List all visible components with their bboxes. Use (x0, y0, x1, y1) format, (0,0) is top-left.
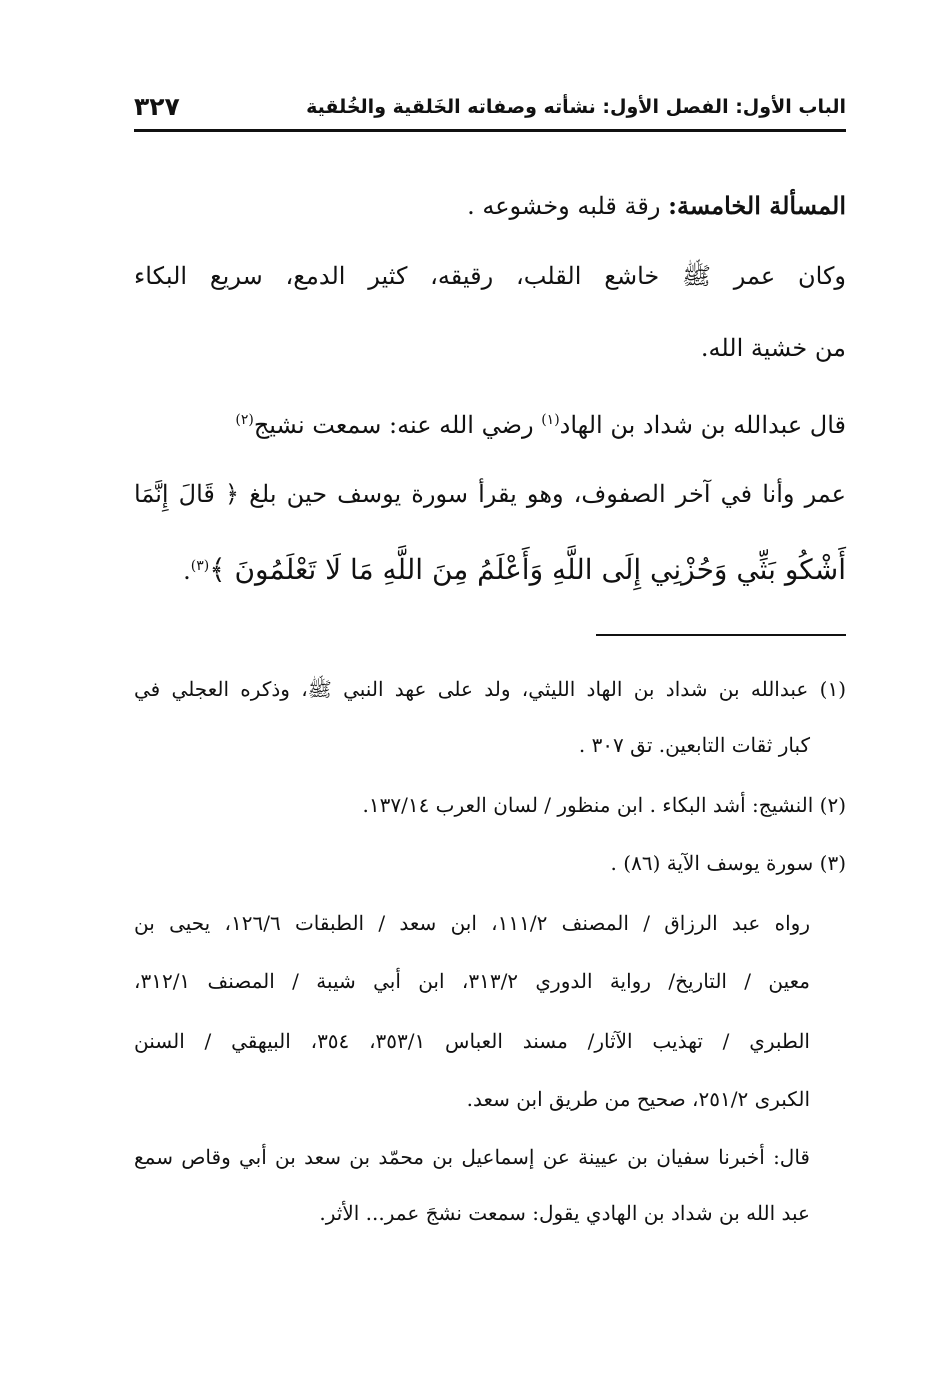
source-line-3: الطبري / تهذيب الآثار/ مسند العباس ٣٥٣/١، ٣٥٤، البيهقي / السنن (134, 1029, 810, 1053)
section-heading (467, 186, 846, 226)
chain-line-2: عبد الله بن شداد بن الهادي يقول: سمعت نشجَ عمر... الأثر. (319, 1201, 810, 1225)
source-line-4: الكبرى ٢٥١/٢، صحيح من طريق ابن سعد. (466, 1087, 810, 1111)
page-number: ٣٢٧ (134, 92, 180, 121)
paragraph-2-text-b: رضي الله عنه: سمعت نشيج (253, 411, 534, 439)
page-header (134, 92, 846, 132)
section-title: المسألة الخامسة: (668, 191, 846, 220)
source-line-1: رواه عبد الرزاق / المصنف ١١١/٢، ابن سعد / الطبقات ١٢٦/٦، يحيى بن (134, 911, 810, 935)
footnote-separator (596, 634, 846, 636)
footnote-1-line-2: كبار ثقات التابعين. تق ٣٠٧ . (578, 733, 810, 757)
footnote-2: (٢) النشيج: أشد البكاء . ابن منظور / لسان العرب ١٣٧/١٤. (362, 793, 846, 817)
paragraph-1-line-1: وكان عمر ﷺ خاشع القلب، رقيقه، كثير الدمع، سريع البكاء (134, 262, 846, 290)
footnote-ref-1: (١) (541, 412, 560, 428)
paragraph-1-line-2: من خشية الله. (700, 334, 846, 362)
footnote-ref-3: (٣) (190, 558, 210, 574)
footnote-1-line-1: (١) عبدالله بن شداد بن الهاد الليثي، ولد على عهد النبي ﷺ، وذكره العجلي في (134, 677, 846, 701)
paragraph-2-line-1 (235, 400, 846, 445)
verse-end-period: . (183, 557, 191, 585)
paragraph-2-line-2: عمر وأنا في آخر الصفوف، وهو يقرأ سورة يوسف حين بلغ ﴿ قَالَ إِنَّمَا (134, 480, 847, 508)
section-subtitle: رقة قلبه وخشوعه . (467, 192, 661, 220)
footnote-3: (٣) سورة يوسف الآية (٨٦) . (610, 851, 846, 875)
paragraph-2-line-3 (183, 546, 846, 591)
paragraph-2-text-a: قال عبدالله بن شداد بن الهاد (559, 411, 846, 439)
footnote-ref-2: (٢) (235, 412, 254, 428)
quran-verse: أَشْكُو بَثِّي وَحُزْنِي إِلَى اللَّهِ وَأَعْلَمُ مِنَ اللَّهِ مَا لَا تَعْلَمُونَ ﴾ (209, 553, 846, 586)
chain-line-1: قال: أخبرنا سفيان بن عيينة عن إسماعيل بن محمّد بن سعد بن أبي وقاص سمع (134, 1145, 810, 1169)
source-line-2: معين / التاريخ/ رواية الدوري ٣١٣/٢، ابن أبي شيبة / المصنف ٣١٢/١، (134, 969, 810, 993)
running-title: الباب الأول: الفصل الأول: نشأته وصفاته الخَلقية والخُلقية (306, 96, 846, 118)
